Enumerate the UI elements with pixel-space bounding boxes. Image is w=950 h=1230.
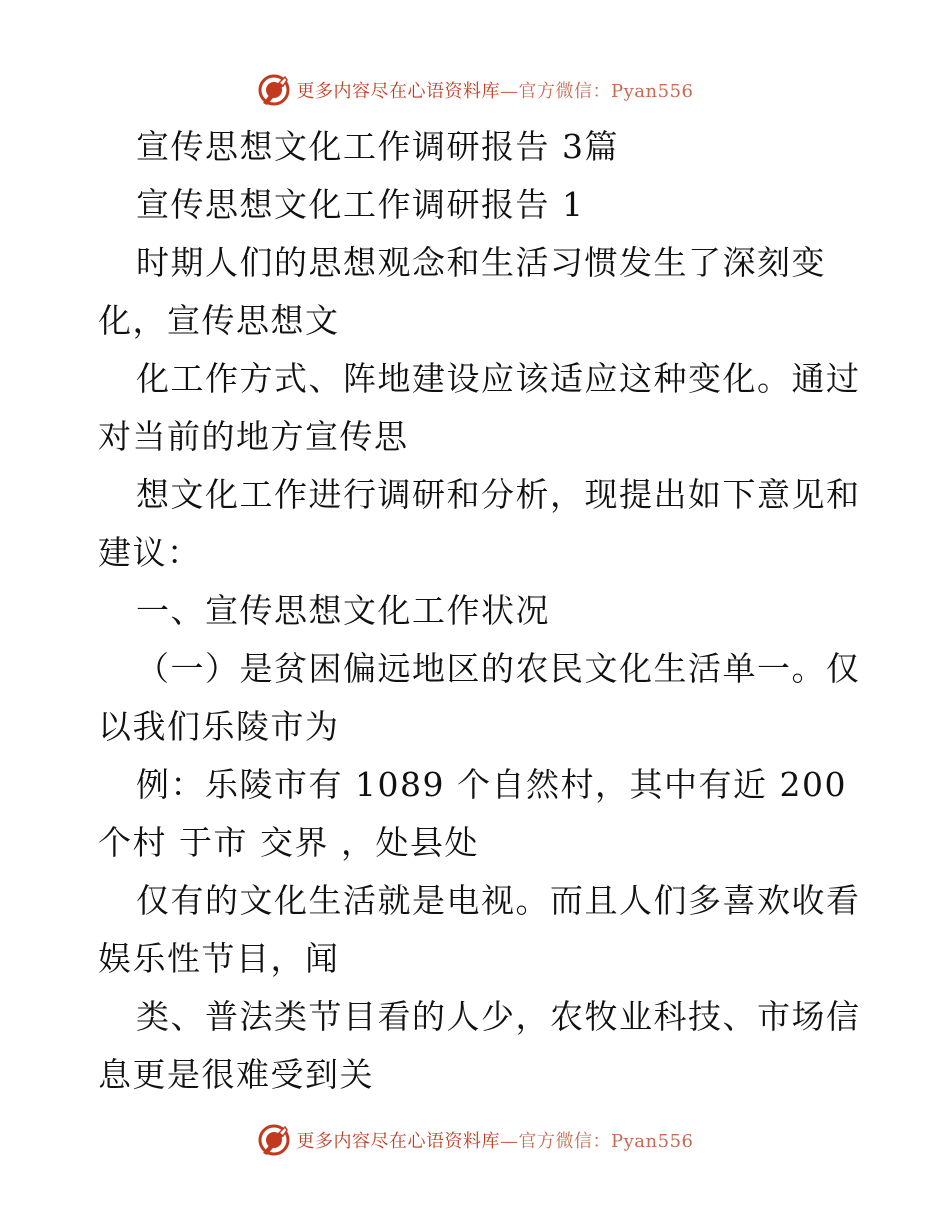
text-line: 想文化工作进行调研和分析，现提出如下意见和 — [136, 475, 861, 514]
text-line: 宣传思想文化工作调研报告 1 — [136, 185, 585, 224]
document-body — [98, 118, 861, 1104]
pen-logo-icon — [257, 1123, 291, 1157]
text-line: 时期人们的思想观念和生活习惯发生了深刻变 — [136, 243, 826, 282]
text-line: 以我们乐陵市为 — [98, 707, 340, 746]
text-line: 个村 于市 交界 ，处县处 — [98, 823, 479, 862]
text-line: 一、宣传思想文化工作状况 — [136, 591, 550, 630]
watermark-contact: —官方微信：Pyan556 — [500, 1131, 694, 1152]
header-watermark — [0, 70, 950, 110]
watermark-contact: —官方微信：Pyan556 — [500, 81, 694, 102]
text-line: 建议： — [98, 533, 202, 572]
watermark-brand: 更多内容尽在心语资料库 — [296, 1131, 501, 1152]
text-line: 仅有的文化生活就是电视。而且人们多喜欢收看 — [136, 881, 861, 920]
text-line: 娱乐性节目，闻 — [98, 939, 340, 978]
text-line: （一）是贫困偏远地区的农民文化生活单一。仅 — [136, 649, 861, 688]
text-line: 对当前的地方宣传思 — [98, 417, 409, 456]
text-line: 化，宣传思想文 — [98, 301, 340, 340]
text-line: 类、普法类节目看的人少，农牧业科技、市场信 — [136, 997, 861, 1036]
document-title: 宣传思想文化工作调研报告 3篇 — [136, 127, 619, 166]
pen-logo-icon — [257, 73, 291, 107]
text-line: 化工作方式、阵地建设应该适应这种变化。通过 — [136, 359, 861, 398]
watermark-brand: 更多内容尽在心语资料库 — [296, 81, 501, 102]
text-line: 例：乐陵市有 1089 个自然村，其中有近 200 — [136, 765, 847, 804]
footer-watermark — [0, 1120, 950, 1160]
text-line: 息更是很难受到关 — [98, 1055, 374, 1094]
